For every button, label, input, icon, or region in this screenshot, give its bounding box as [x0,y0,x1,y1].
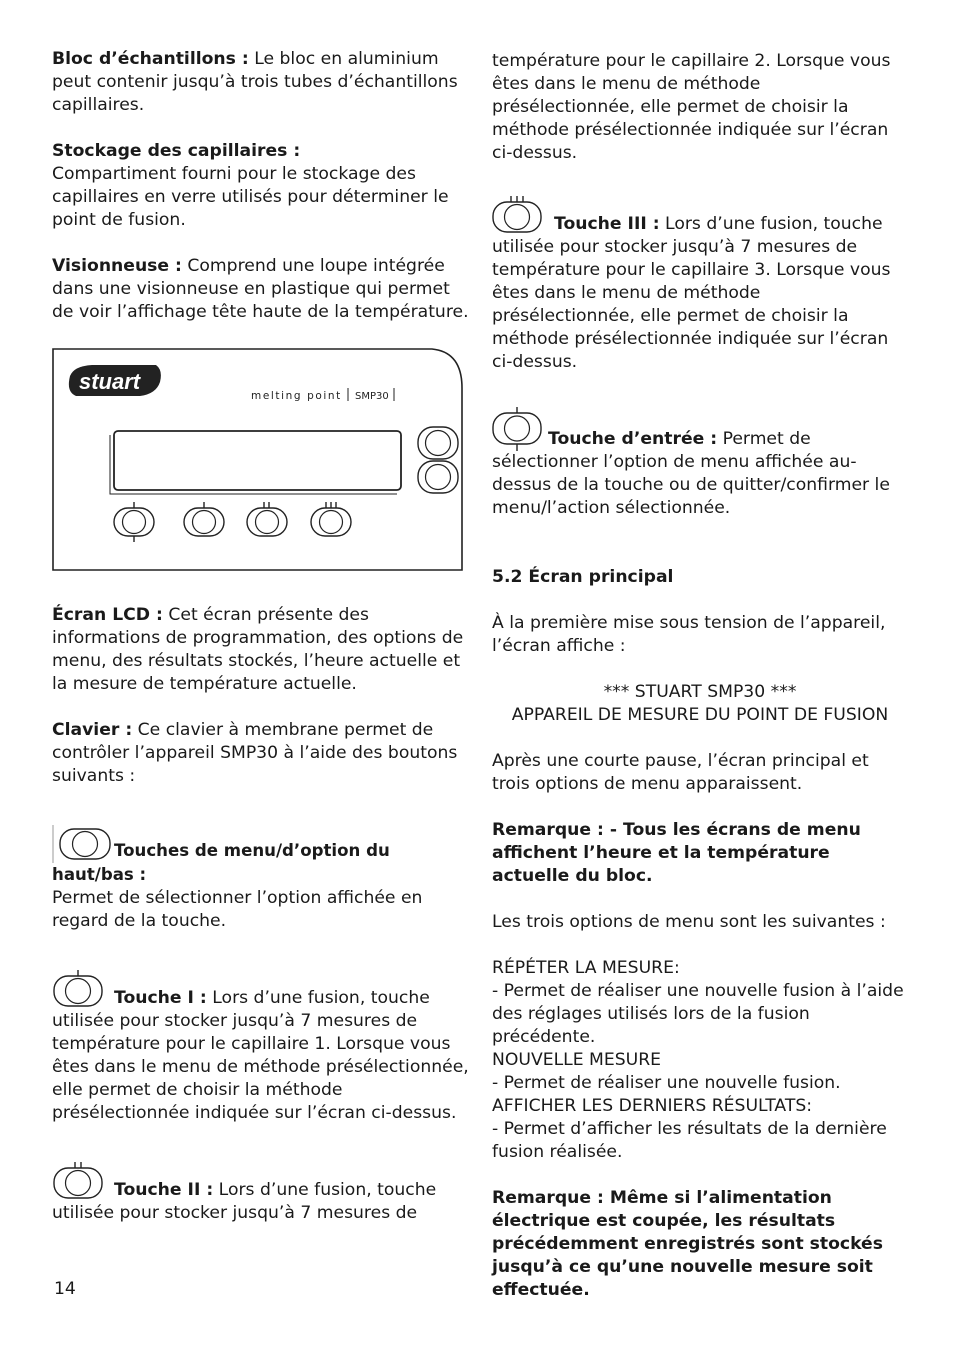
screen-line-2: APPAREIL DE MESURE DU POINT DE FUSION [511,705,889,725]
paragraph-keypad: Clavier : Ce clavier à membrane permet de contrôler l’appareil SMP30 à l’aide des boutons suivants : [52,720,458,786]
paragraph-key-two: Touche II : Lors d’une fusion, touche utilisée pour stocker jusqu’à 7 mesures de [52,1148,472,1225]
key-one-icon [52,970,114,1010]
key-three-icon [492,196,554,236]
paragraph-startup: À la première mise sous tension de l’appareil, l’écran affiche : [492,613,886,656]
enter-key-icon [492,407,548,451]
option-last-desc: - Permet d’afficher les résultats de la dernière fusion réalisée. [492,1119,887,1162]
model-label: melting point [251,390,342,402]
paragraph-enter-key: Touche d’entrée : Permet de sélectionner l’option de menu affichée au-dessus de la touche ou de quitter/confirmer le menu/l’action sélectionnée. [492,397,908,520]
left-column [52,48,472,1225]
right-column [492,50,908,1302]
option-repeat-title: RÉPÉTER LA MESURE: [492,958,680,978]
device-illustration [52,348,464,572]
screen-line-1: *** STUART SMP30 *** [603,682,797,702]
stuart-logo [69,365,161,396]
paragraph-after-pause: Après une courte pause, l’écran principal et trois options de menu apparaissent. [492,751,869,794]
option-last-title: AFFICHER LES DERNIERS RÉSULTATS: [492,1096,813,1116]
paragraph-menu-keys: Touches de menu/d’option du haut/bas : Permet de sélectionner l’option affichée en regard de la touche. [52,811,472,933]
section-heading: 5.2 Écran principal [492,567,674,587]
paragraph-menu-options: Les trois options de menu sont les suivantes : [492,912,886,932]
device-panel-drawing [52,348,464,572]
paragraph-key-three: Touche III : Lors d’une fusion, touche utilisée pour stocker jusqu’à 7 mesures de température pour le capillaire 3. Lorsque vous êtes dans le menu de méthode présélectionnée, elle permet de choisir la méthode présélectionnée indiquée sur l’écran ci-dessus. [492,188,908,374]
paragraph-key-two-cont: température pour le capillaire 2. Lorsque vous êtes dans le menu de méthode présélectionnée, elle permet de choisir la méthode présélectionnée indiquée sur l’écran ci-dessus. [492,51,891,163]
paragraph-viewer: Visionneuse : Comprend une loupe intégrée dans une visionneuse en plastique qui permet de voir l’affichage tête haute de la température. [52,256,469,322]
option-new-desc: - Permet de réaliser une nouvelle fusion. [492,1073,841,1093]
key-two-icon [52,1162,114,1202]
paragraph-key-one: Touche I : Lors d’une fusion, touche utilisée pour stocker jusqu’à 7 mesures de température pour le capillaire 1. Lorsque vous êtes dans le menu de méthode présélectionnée, elle permet de choisir la méthode présélectionnée indiquée sur l’écran ci-dessus. [52,956,472,1125]
up-button-drawing [418,427,458,459]
page-number: 14 [54,1279,76,1299]
note-power-off: Remarque : Même si l’alimentation électrique est coupée, les résultats précédemment enregistrés sont stockés jusqu’à ce qu’une nouvelle mesure soit effectuée. [492,1188,883,1300]
paragraph-capillary-storage: Stockage des capillaires : Compartiment fourni pour le stockage des capillaires en verre utilisés pour déterminer le point de fusion. [52,141,449,230]
logo-text: stuart [79,369,141,394]
model-code: SMP30 [355,391,389,402]
paragraph-sample-block: Bloc d’échantillons : Le bloc en aluminium peut contenir jusqu’à trois tubes d’échantillons capillaires. [52,49,458,115]
paragraph-lcd: Écran LCD : Cet écran présente des informations de programmation, des options de menu, des résultats stockés, l’heure actuelle et la mesure de température actuelle. [52,605,464,694]
down-button-drawing [418,461,458,493]
note-menu-screens: Remarque : - Tous les écrans de menu affichent l’heure et la température actuelle du bloc. [492,820,861,886]
option-repeat-desc: - Permet de réaliser une nouvelle fusion à l’aide des réglages utilisés lors de la fusion précédente. [492,981,904,1047]
menu-key-icon [52,825,114,863]
option-new-title: NOUVELLE MESURE [492,1050,662,1070]
lcd-screen [114,431,401,490]
